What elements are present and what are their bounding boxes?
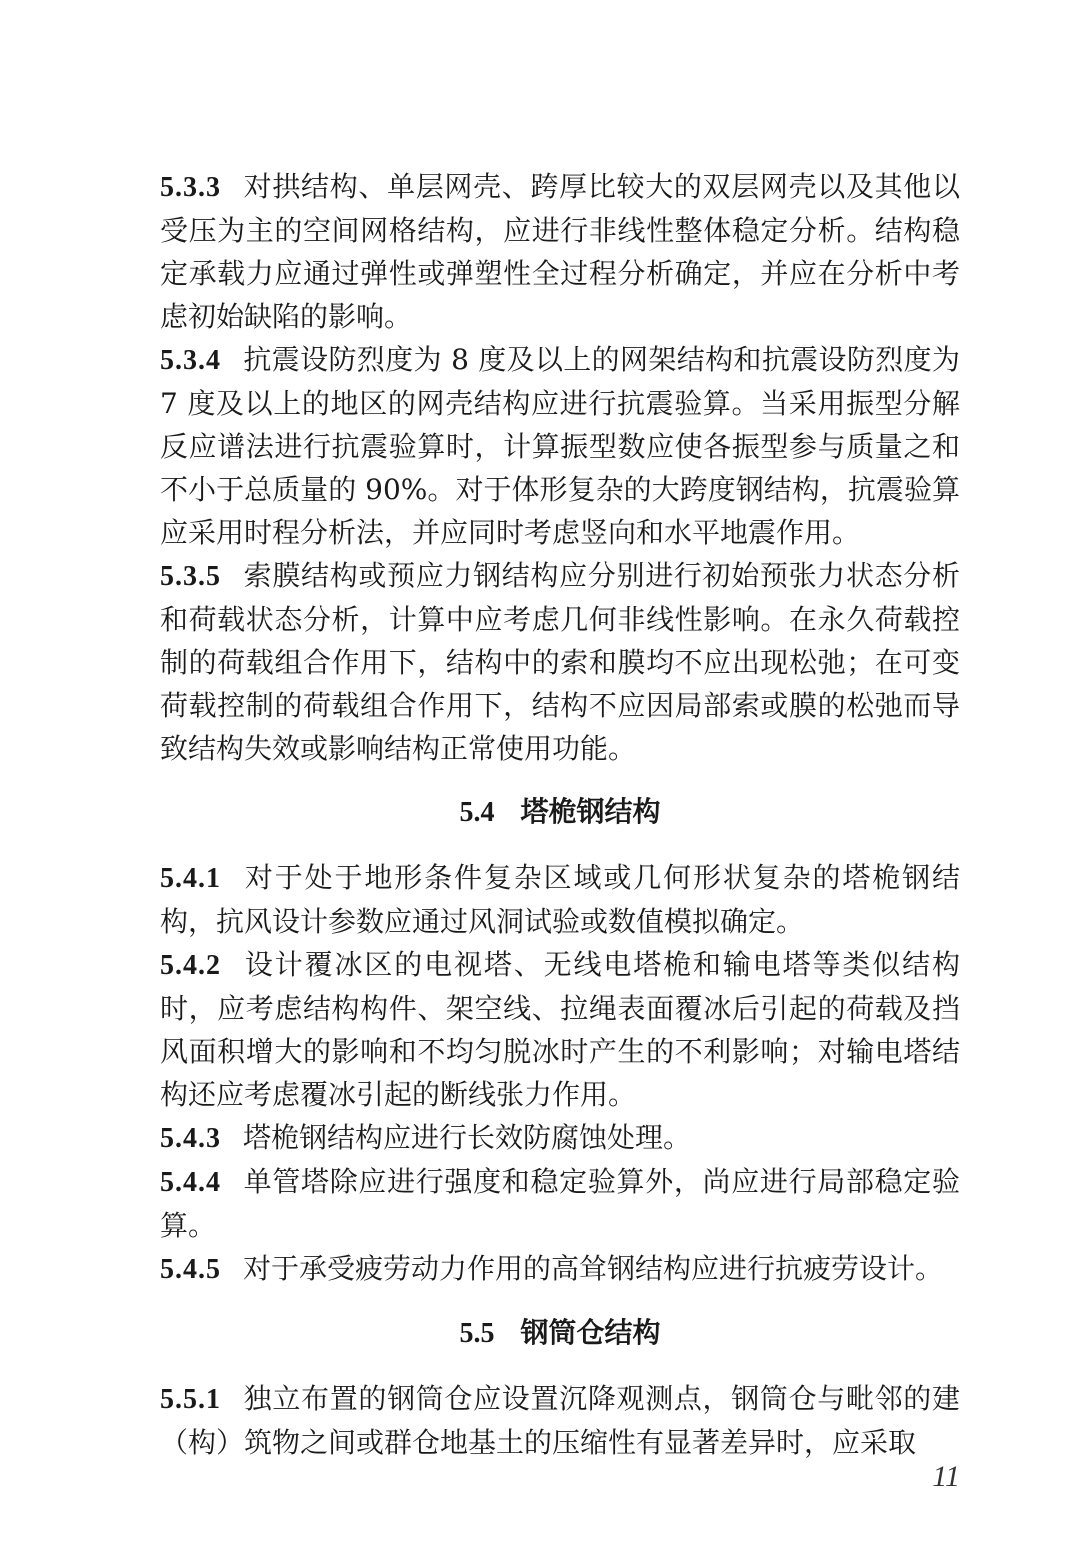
clause-text: 设计覆冰区的电视塔、无线电塔桅和输电塔等类似结构时，应考虑结构构件、架空线、拉绳表面覆冰后引起的荷载及挡风面积增大的影响和不均匀脱冰时产生的不利影响；对输电塔结构还应考虑覆冰引起的断线张力作用。 bbox=[160, 948, 960, 1111]
clause-text: 对于处于地形条件复杂区域或几何形状复杂的塔桅钢结构，抗风设计参数应通过风洞试验或数值模拟确定。 bbox=[160, 861, 960, 938]
section-title: 塔桅钢结构 bbox=[520, 795, 661, 828]
clause-text: 塔桅钢结构应进行长效防腐蚀处理。 bbox=[243, 1121, 692, 1154]
clause-number: 5.4.4 bbox=[160, 1167, 221, 1198]
clause-text: 对于承受疲劳动力作用的高耸钢结构应进行抗疲劳设计。 bbox=[243, 1252, 944, 1285]
clause-number: 5.4.2 bbox=[160, 950, 221, 981]
clause-5-4-5 bbox=[160, 1247, 960, 1291]
clause-5-3-4 bbox=[160, 338, 960, 554]
clause-number: 5.3.4 bbox=[160, 345, 221, 376]
clause-number: 5.3.5 bbox=[160, 561, 221, 592]
document-body bbox=[160, 165, 960, 1464]
clause-5-4-2 bbox=[160, 943, 960, 1116]
clause-5-3-5 bbox=[160, 554, 960, 770]
clause-5-4-1 bbox=[160, 856, 960, 943]
section-heading-5-4 bbox=[160, 790, 960, 834]
clause-number: 5.4.5 bbox=[160, 1254, 221, 1285]
clause-text: 抗震设防烈度为 8 度及以上的网架结构和抗震设防烈度为 7 度及以上的地区的网壳结构应进行抗震验算。当采用振型分解反应谱法进行抗震验算时，计算振型数应使各振型参与质量之和不小于总质量的 90%。对于体形复杂的大跨度钢结构，抗震验算应采用时程分析法，并应同时考虑竖向和水平地震作用。 bbox=[160, 343, 960, 549]
clause-number: 5.4.3 bbox=[160, 1123, 221, 1154]
clause-number: 5.5.1 bbox=[160, 1384, 221, 1415]
section-title: 钢筒仓结构 bbox=[520, 1316, 661, 1349]
clause-text: 单管塔除应进行强度和稳定验算外，尚应进行局部稳定验算。 bbox=[160, 1165, 960, 1242]
clause-text: 对拱结构、单层网壳、跨厚比较大的双层网壳以及其他以受压为主的空间网格结构，应进行非线性整体稳定分析。结构稳定承载力应通过弹性或弹塑性全过程分析确定，并应在分析中考虑初始缺陷的影响。 bbox=[160, 170, 960, 333]
clause-number: 5.4.1 bbox=[160, 863, 221, 894]
clause-5-3-3 bbox=[160, 165, 960, 338]
section-number: 5.4 bbox=[459, 797, 495, 828]
section-heading-5-5 bbox=[160, 1311, 960, 1355]
page-number: 11 bbox=[932, 1460, 960, 1493]
clause-5-4-4 bbox=[160, 1160, 960, 1247]
clause-text: 独立布置的钢筒仓应设置沉降观测点，钢筒仓与毗邻的建（构）筑物之间或群仓地基土的压缩性有显著差异时，应采取 bbox=[160, 1382, 960, 1459]
section-number: 5.5 bbox=[459, 1318, 495, 1349]
clause-5-4-3 bbox=[160, 1116, 960, 1160]
clause-5-5-1 bbox=[160, 1377, 960, 1464]
clause-number: 5.3.3 bbox=[160, 172, 221, 203]
clause-text: 索膜结构或预应力钢结构应分别进行初始预张力状态分析和荷载状态分析，计算中应考虑几何非线性影响。在永久荷载控制的荷载组合作用下，结构中的索和膜均不应出现松弛；在可变荷载控制的荷载组合作用下，结构不应因局部索或膜的松弛而导致结构失效或影响结构正常使用功能。 bbox=[160, 559, 960, 765]
